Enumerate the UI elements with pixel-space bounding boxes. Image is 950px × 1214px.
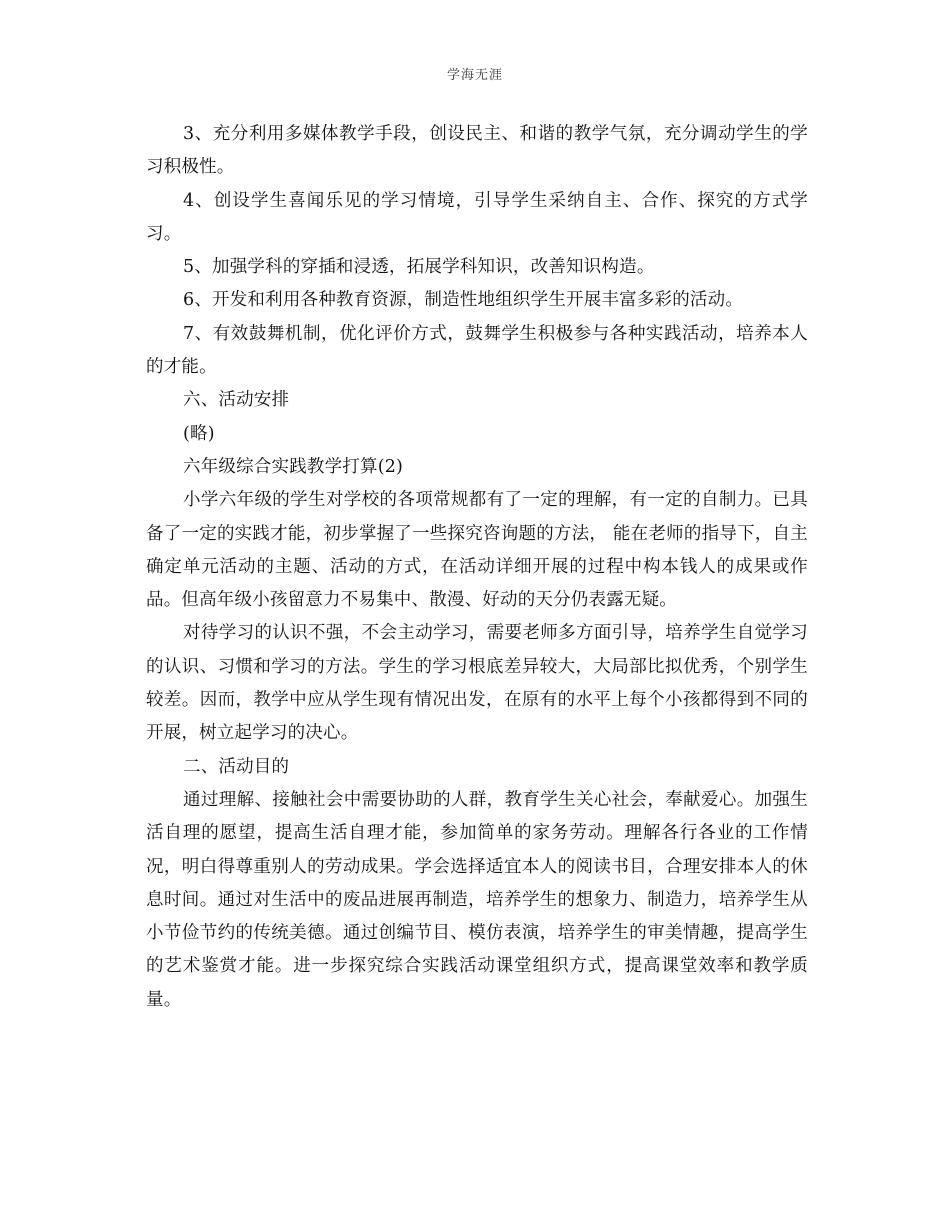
paragraph-learning-attitude: 对待学习的认识不强，不会主动学习，需要老师多方面引导，培养学生自觉学习的认识、习惯和学习的方法。学生的学习根底差异较大，大局部比拟优秀，个别学生较差。因而，教学中应从学生现有情况出发，在原有的水平上每个小孩都得到不同的开展，树立起学习的决心。	[146, 623, 808, 744]
section-heading-activity-schedule: 六、活动安排	[183, 390, 290, 411]
paragraph-item-7: 7、有效鼓舞机制，优化评价方式，鼓舞学生积极参与各种实践活动，培养本人的才能。	[146, 323, 808, 378]
paragraph-omitted: (略)	[183, 423, 215, 444]
paragraph-item-6: 6、开发和利用各种教育资源，制造性地组织学生开展丰富多彩的活动。	[183, 290, 744, 311]
paragraph-goals-detail: 通过理解、接触社会中需要协助的人群，教育学生关心社会，奉献爱心。加强生活自理的愿望，提高生活自理才能，参加简单的家务劳动。理解各行各业的工作情况，明白得尊重别人的劳动成果。学会选择适宜本人的阅读书目，合理安排本人的休息时间。通过对生活中的废品进展再制造，培养学生的想象力、制造力，培养学生从小节俭节约的传统美德。通过创编节目、模仿表演，培养学生的审美情趣，提高学生的艺术鉴赏才能。进一步探究综合实践活动课堂组织方式，提高课堂效率和教学质量。	[146, 789, 808, 1010]
paragraph-item-4: 4、创设学生喜闻乐见的学习情境，引导学生采纳自主、合作、探究的方式学习。	[146, 190, 808, 244]
paragraph-item-5: 5、加强学科的穿插和浸透，拓展学科知识，改善知识构造。	[183, 257, 655, 278]
paragraph-item-3: 3、充分利用多媒体教学手段，创设民主、和谐的教学气氛，充分调动学生的学习积极性。	[146, 124, 808, 178]
paragraph-student-analysis: 小学六年级的学生对学校的各项常规都有了一定的理解，有一定的自制力。已具备了一定的实践才能，初步掌握了一些探究咨询题的方法， 能在老师的指导下，自主确定单元活动的主题、活动的方式，在活动详细开展的过程中构本钱人的成果或作品。但高年级小孩留意力不易集中、散漫、好动的天分仍表露无疑。	[146, 490, 808, 611]
section-heading-activity-goals: 二、活动目的	[183, 756, 290, 777]
document-body	[146, 118, 808, 1017]
document-subtitle: 六年级综合实践教学打算(2)	[183, 456, 404, 477]
page-header: 学海无涯	[446, 68, 503, 83]
